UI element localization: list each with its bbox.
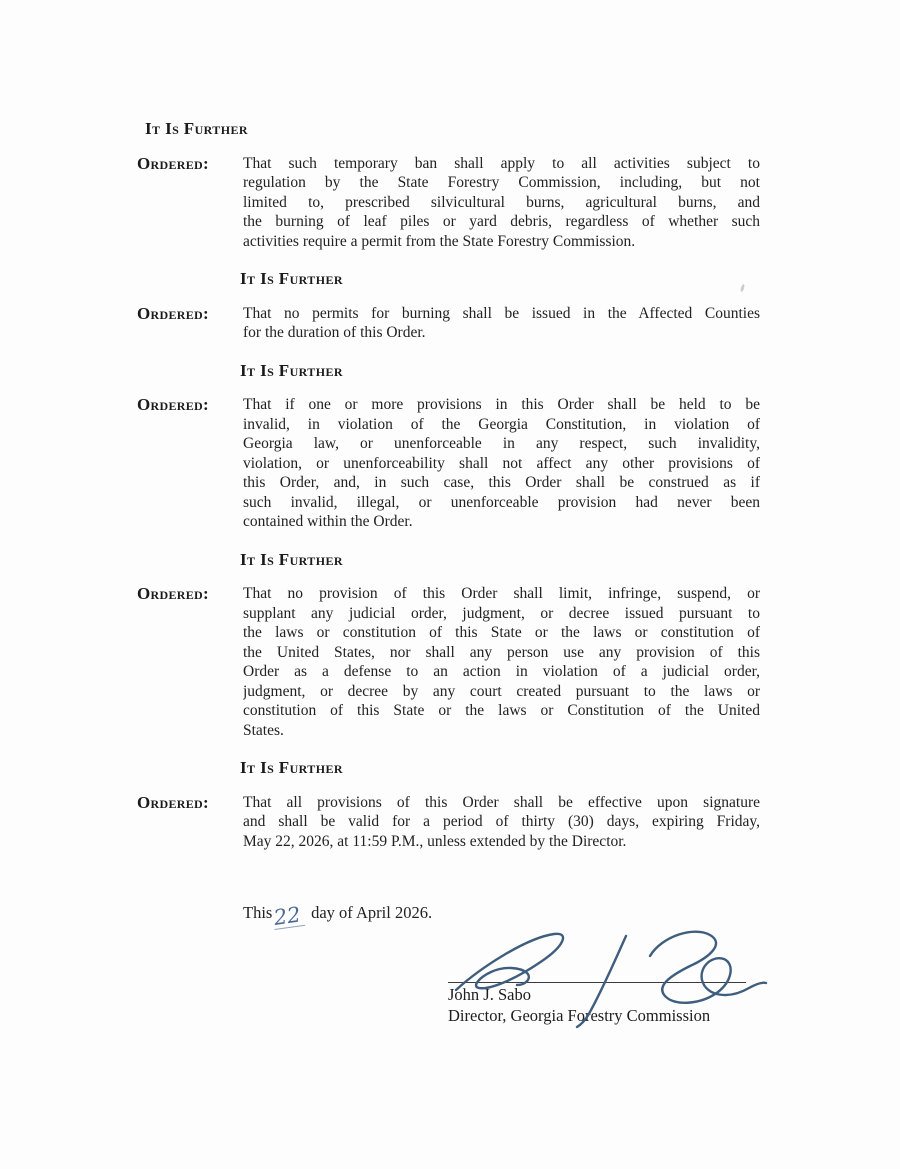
paragraph-line: Order as a defense to an action in violation of a judicial order, xyxy=(243,663,760,680)
it-is-further-heading: It Is Further xyxy=(240,758,343,777)
paragraph-line: That if one or more provisions in this Order shall be held to be xyxy=(243,396,760,413)
paragraph-line: That all provisions of this Order shall be effective upon signature xyxy=(243,793,760,811)
handwritten-day-value: 22 xyxy=(272,906,305,930)
ordered-section xyxy=(137,584,760,740)
paragraph-line: States. xyxy=(243,721,284,739)
it-is-further-heading: It Is Further xyxy=(240,360,343,380)
ordered-label: Ordered: xyxy=(137,792,209,812)
paragraph-line: limited to, prescribed silvicultural burns, agricultural burns, and xyxy=(243,193,760,211)
paragraph-line: Georgia law, or unenforceable in any respect, such invalidity, xyxy=(243,435,760,452)
dateline-prefix: This xyxy=(243,903,273,922)
paragraph-line: for the duration of this Order. xyxy=(243,324,426,341)
dateline xyxy=(243,903,760,928)
paragraph-line: the United States, nor shall any person use any provision of this xyxy=(243,643,760,661)
ordered-paragraph xyxy=(243,304,760,343)
order-sections xyxy=(137,119,760,851)
paragraph-line: That no permits for burning shall be issued in the Affected Counties xyxy=(243,304,760,322)
ordered-label: Ordered: xyxy=(137,303,209,323)
paragraph-line: May 22, 2026, at 11:59 P.M., unless extended by the Director. xyxy=(243,832,627,850)
paragraph-line: activities require a permit from the State Forestry Commission. xyxy=(243,232,636,250)
paragraph-line: and shall be valid for a period of thirty (30) days, expiring Friday, xyxy=(243,813,760,830)
ordered-paragraph xyxy=(243,395,760,532)
ordered-label: Ordered: xyxy=(137,584,209,603)
paragraph-line: judgment, or decree by any court created pursuant to the laws or xyxy=(243,682,760,700)
paragraph-line: violation, or unenforceability shall not affect any other provisions of xyxy=(243,454,760,472)
ordered-label: Ordered: xyxy=(137,153,209,173)
ordered-section xyxy=(137,395,760,532)
signatory-name: John J. Sabo xyxy=(448,985,531,1004)
paragraph-line: such invalid, illegal, or unenforceable provision had never been xyxy=(243,493,760,511)
paragraph-line: supplant any judicial order, judgment, or decree issued pursuant to xyxy=(243,604,760,622)
signatory-title: Director, Georgia Forestry Commission xyxy=(448,1006,711,1025)
paragraph-line: the laws or constitution of this State or the laws or constitution of xyxy=(243,624,760,641)
paragraph-line: contained within the Order. xyxy=(243,513,413,530)
ordered-label: Ordered: xyxy=(137,395,209,414)
paragraph-line: That such temporary ban shall apply to all activities subject to xyxy=(243,154,760,172)
ordered-section xyxy=(137,304,760,343)
ordered-section xyxy=(137,793,760,852)
it-is-further-heading: It Is Further xyxy=(145,119,248,138)
signature-block xyxy=(448,982,748,1026)
paragraph-line: That no provision of this Order shall limit, infringe, suspend, or xyxy=(243,585,760,602)
paragraph-line: regulation by the State Forestry Commission, including, but not xyxy=(243,174,760,191)
it-is-further-heading: It Is Further xyxy=(240,549,343,569)
signature-line xyxy=(448,982,746,983)
ordered-paragraph xyxy=(243,793,760,852)
paragraph-line: the burning of leaf piles or yard debris, regardless of whether such xyxy=(243,213,760,230)
ordered-section xyxy=(137,154,760,252)
it-is-further-heading: It Is Further xyxy=(240,269,343,288)
paragraph-line: constitution of this State or the laws or Constitution of the United xyxy=(243,702,760,719)
ordered-paragraph xyxy=(243,584,760,740)
ordered-paragraph xyxy=(243,154,760,252)
paragraph-line: invalid, in violation of the Georgia Constitution, in violation of xyxy=(243,415,760,433)
dateline-suffix: day of April 2026. xyxy=(311,903,433,922)
paragraph-line: this Order, and, in such case, this Order shall be construed as if xyxy=(243,474,760,491)
